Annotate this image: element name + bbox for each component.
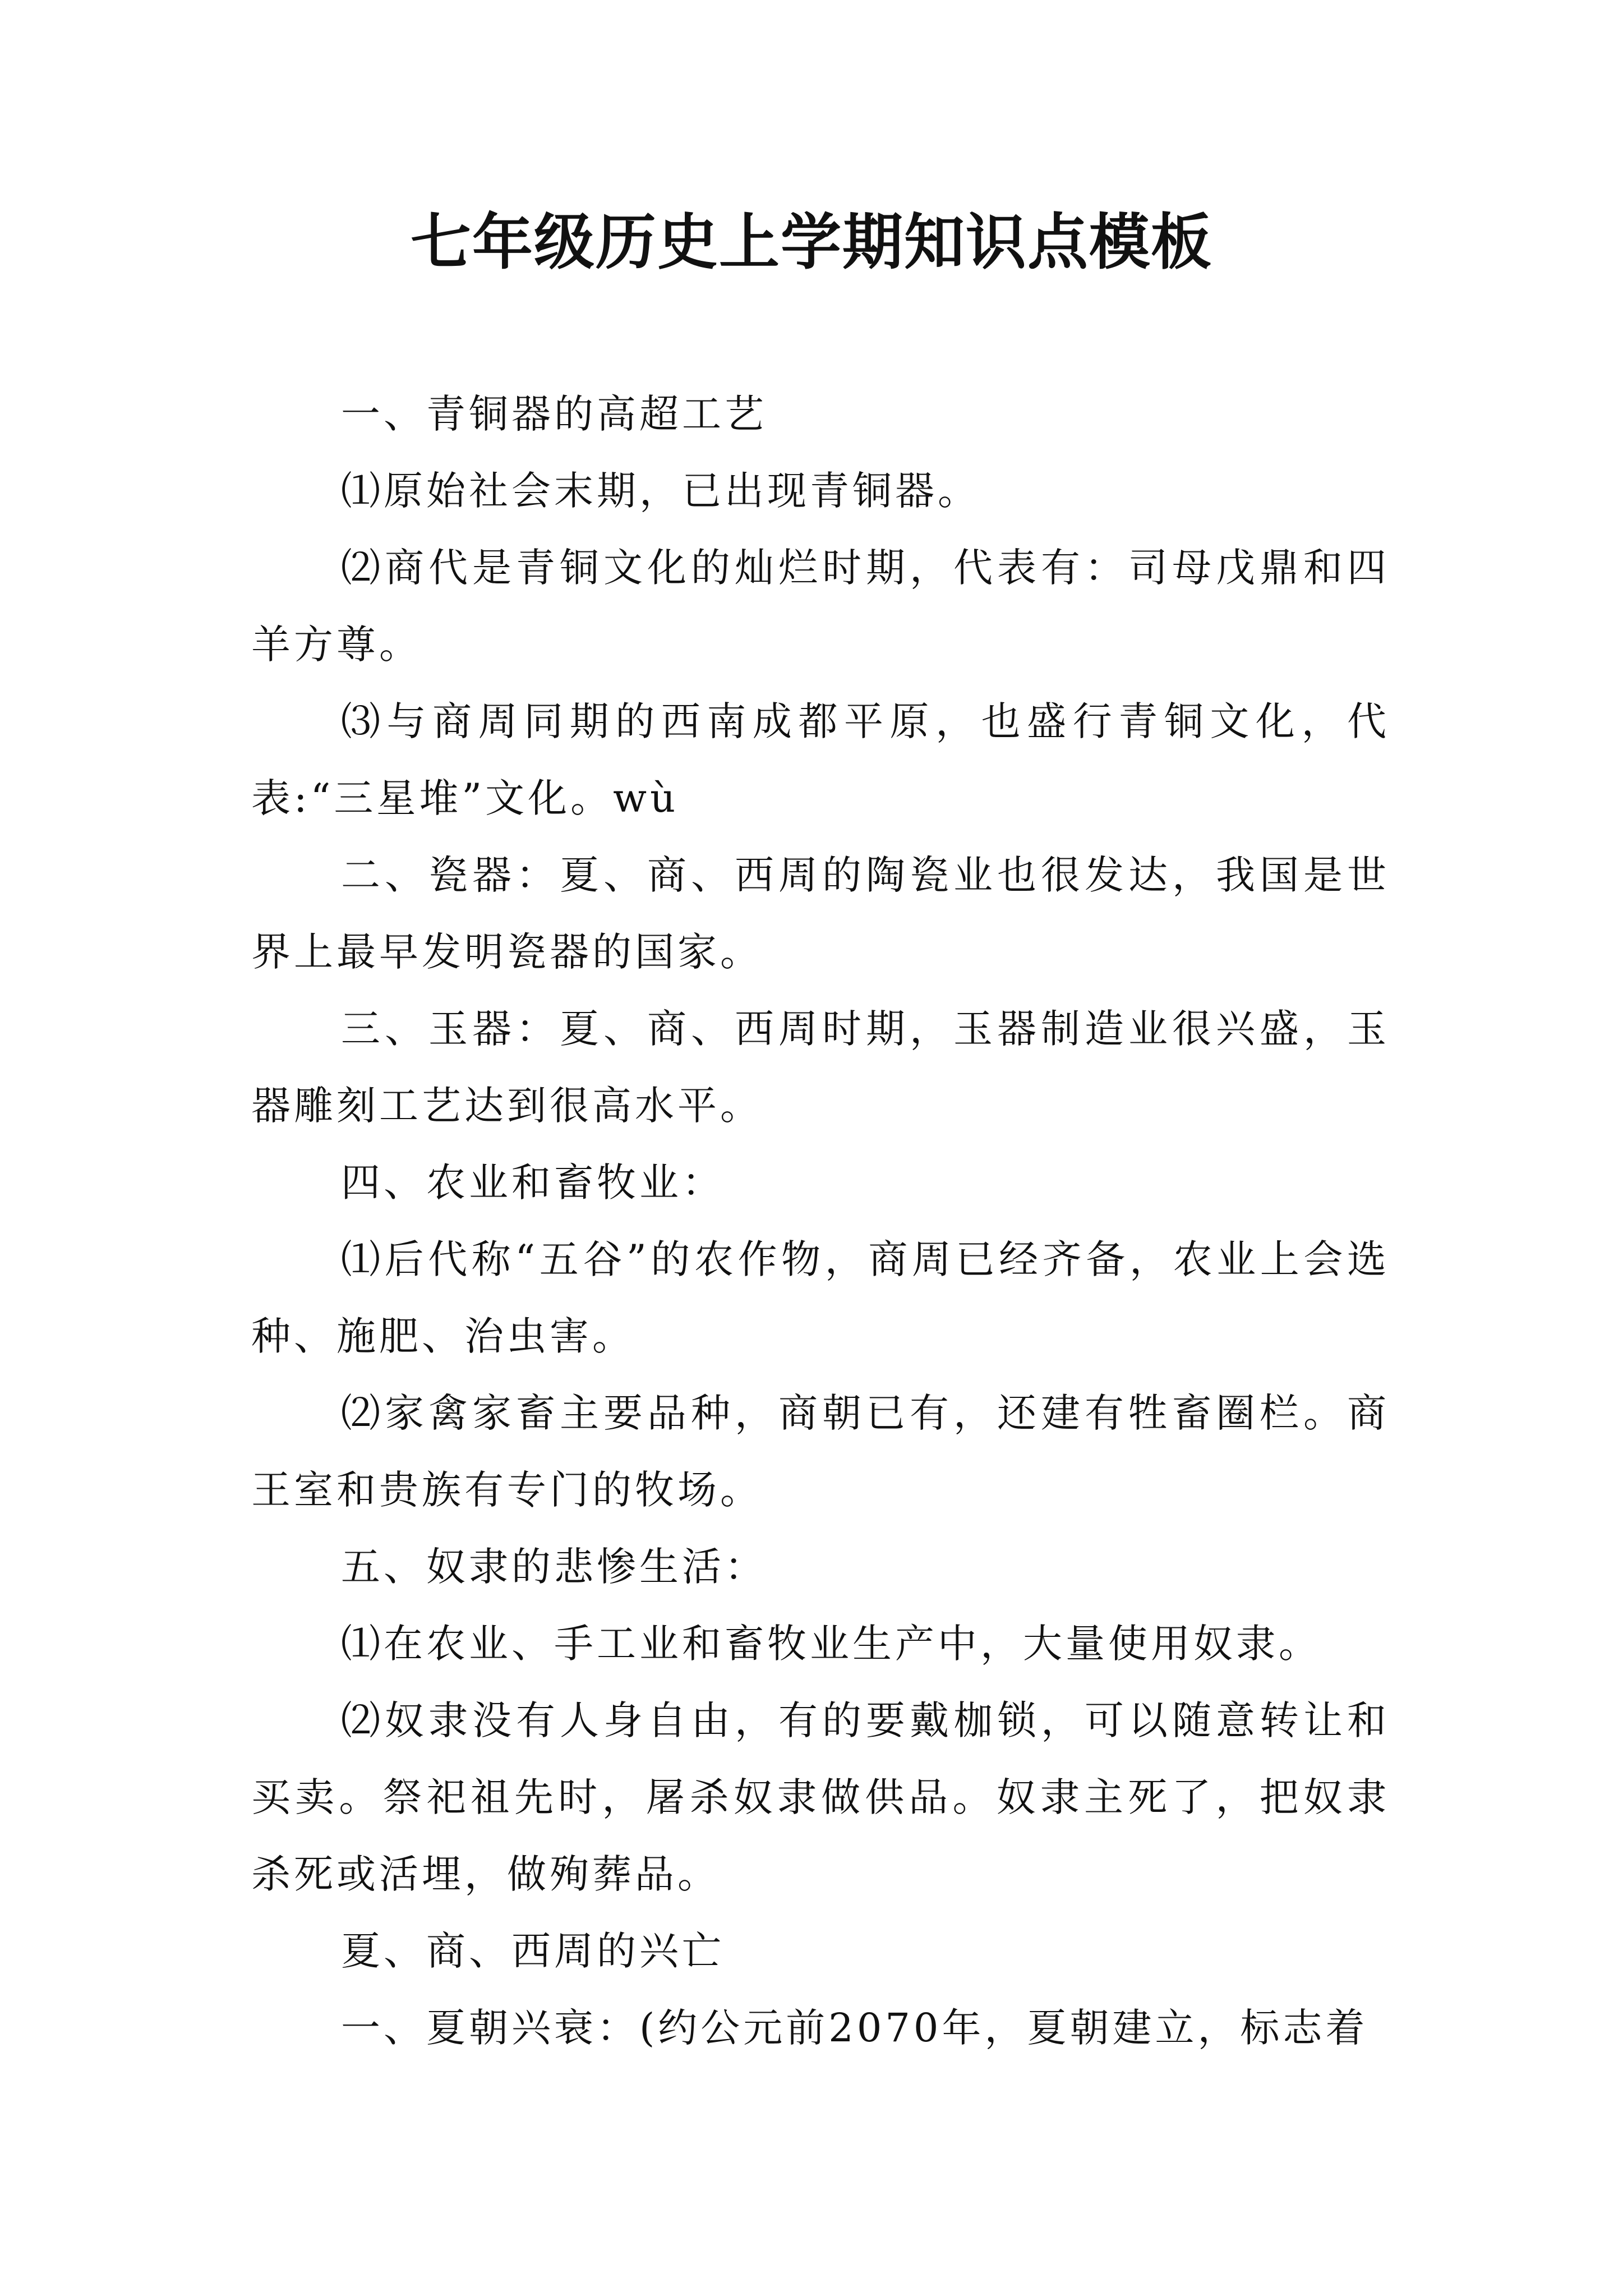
paragraph: ⑵商代是青铜文化的灿烂时期，代表有：司母戊鼎和四羊方尊。 bbox=[251, 545, 1390, 668]
paragraph: 一、青铜器的高超工艺 bbox=[341, 391, 767, 437]
paragraph: ⑴原始社会末期，已出现青铜器。 bbox=[341, 468, 980, 514]
paragraph: ⑵家禽家畜主要品种，商朝已有，还建有牲畜圈栏。商王室和贵族有专门的牧场。 bbox=[251, 1390, 1390, 1513]
paragraph: 五、奴隶的悲惨生活： bbox=[341, 1544, 767, 1590]
paragraph: 夏、商、西周的兴亡 bbox=[341, 1928, 725, 1974]
document-title: 七年级历史上学期知识点模板 bbox=[410, 207, 1212, 278]
document-body bbox=[251, 376, 1390, 2067]
paragraph: ⑴后代称“五谷”的农作物，商周已经齐备，农业上会选种、施肥、治虫害。 bbox=[251, 1236, 1390, 1359]
paragraph: ⑵奴隶没有人身自由，有的要戴枷锁，可以随意转让和买卖。祭祀祖先时，屠杀奴隶做供品。奴隶主死了，把奴隶杀死或活埋，做殉葬品。 bbox=[251, 1697, 1390, 1897]
paragraph: ⑶与商周同期的西南成都平原，也盛行青铜文化，代表:“三星堆”文化。wù bbox=[251, 698, 1390, 821]
paragraph: 二、瓷器：夏、商、西周的陶瓷业也很发达，我国是世界上最早发明瓷器的国家。 bbox=[251, 852, 1390, 975]
paragraph: 一、夏朝兴衰：(约公元前2070年，夏朝建立，标志着 bbox=[341, 2005, 1368, 2051]
paragraph: 四、农业和畜牧业： bbox=[341, 1159, 725, 1205]
paragraph: ⑴在农业、手工业和畜牧业生产中，大量使用奴隶。 bbox=[341, 1621, 1321, 1667]
paragraph: 三、玉器：夏、商、西周时期，玉器制造业很兴盛，玉器雕刻工艺达到很高水平。 bbox=[251, 1006, 1390, 1129]
